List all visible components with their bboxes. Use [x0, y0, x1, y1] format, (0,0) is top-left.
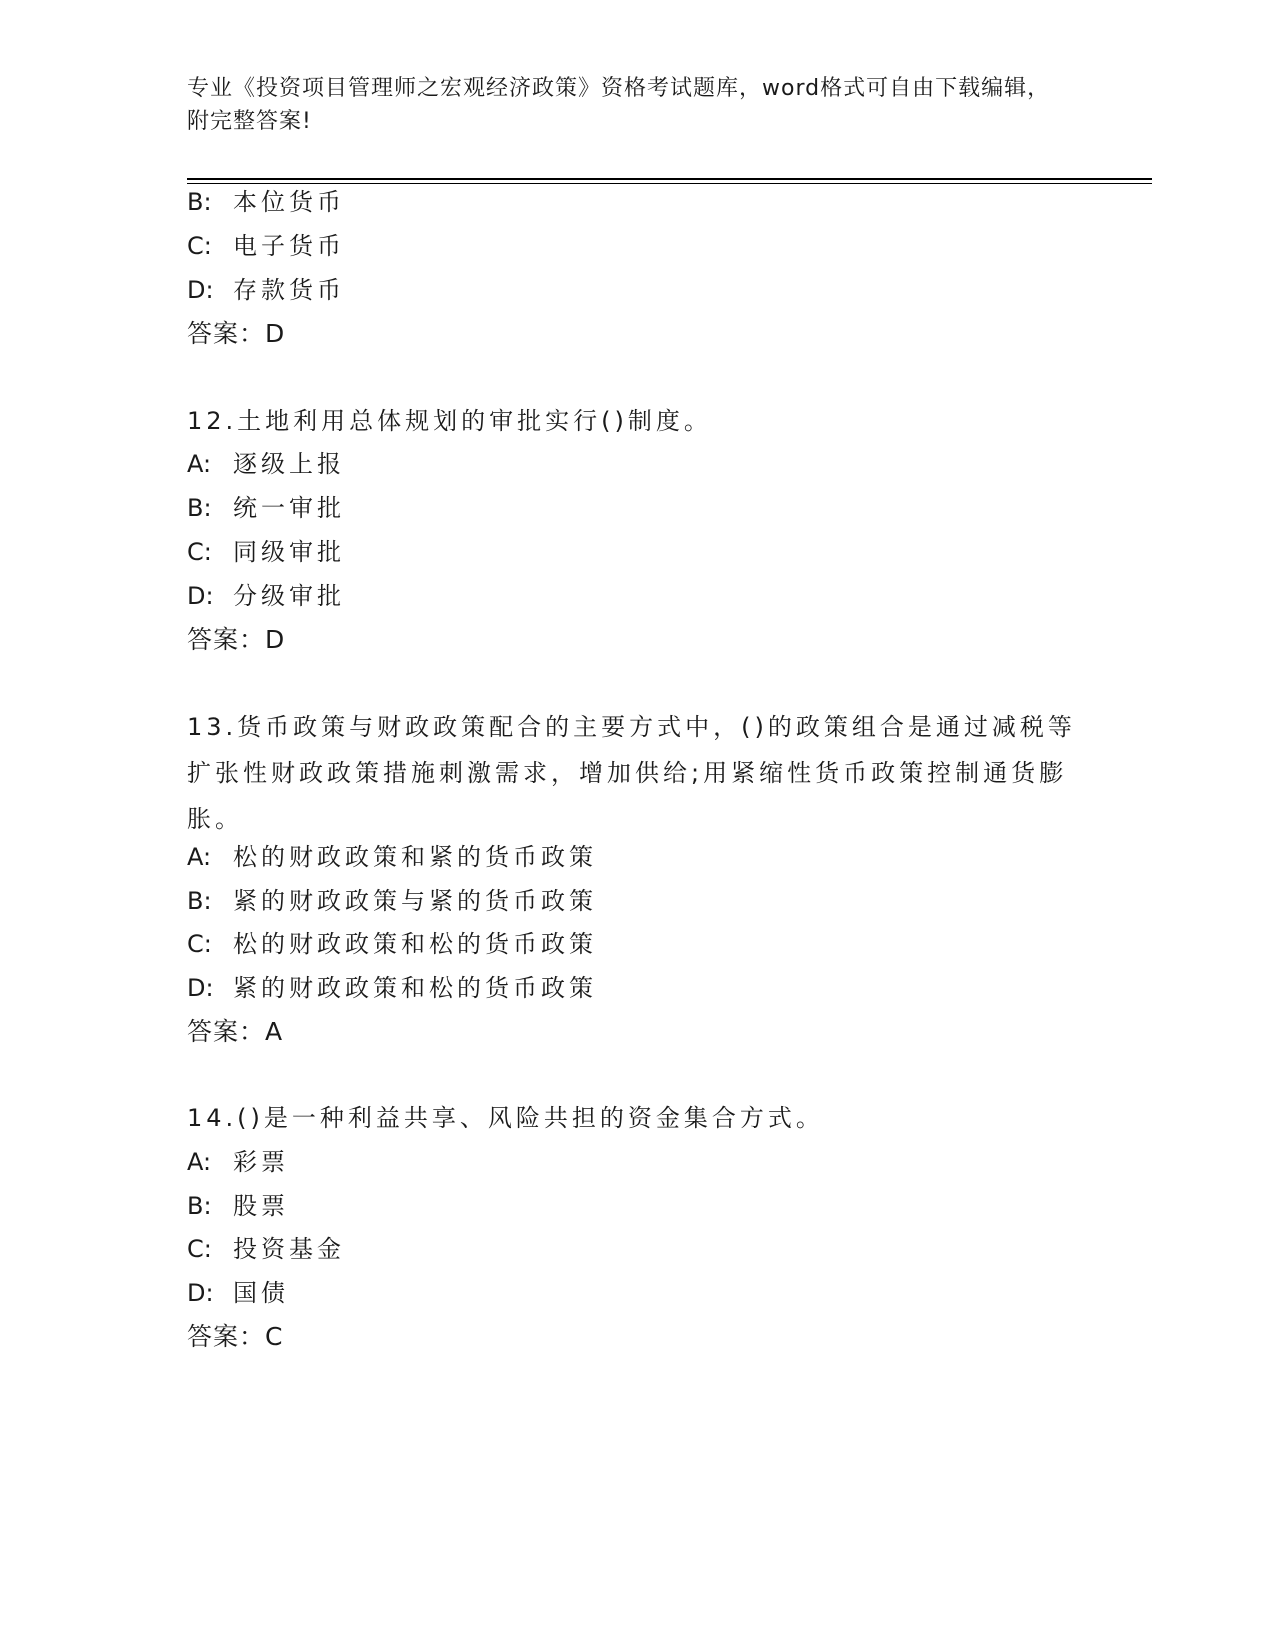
option-text: 国债	[233, 1279, 289, 1307]
q12-option-b	[187, 491, 345, 525]
option-text: 同级审批	[233, 538, 345, 566]
option-text: 本位货币	[233, 188, 345, 216]
q11-option-c	[187, 229, 345, 263]
q14-answer: 答案：C	[187, 1322, 284, 1351]
q11-option-b	[187, 185, 345, 219]
q14-stem: 14.()是一种利益共享、风险共担的资金集合方式。	[187, 1104, 824, 1132]
option-text: 股票	[233, 1192, 289, 1220]
q14-option-d	[187, 1276, 289, 1310]
option-text: 彩票	[233, 1148, 289, 1176]
option-key: A:	[187, 843, 212, 871]
option-key: B:	[187, 1192, 212, 1220]
option-text: 松的财政政策和松的货币政策	[233, 930, 597, 958]
q13-option-a	[187, 840, 597, 874]
q11-answer: 答案：D	[187, 319, 286, 348]
option-text: 逐级上报	[233, 450, 345, 478]
q14-option-a	[187, 1145, 289, 1179]
q13-option-b	[187, 884, 597, 918]
option-text: 投资基金	[233, 1235, 345, 1263]
option-key: B:	[187, 494, 212, 522]
q12-answer: 答案：D	[187, 625, 286, 654]
option-text: 紧的财政政策与紧的货币政策	[233, 887, 597, 915]
option-key: C:	[187, 232, 212, 260]
option-text: 分级审批	[233, 582, 345, 610]
option-key: A:	[187, 450, 212, 478]
option-key: D:	[187, 582, 214, 610]
q12-option-c	[187, 535, 345, 569]
q14-option-b	[187, 1189, 289, 1223]
q12-option-d	[187, 579, 345, 613]
document-header: 专业《投资项目管理师之宏观经济政策》资格考试题库，word格式可自由下载编辑，附完整答案!	[187, 76, 1051, 134]
option-text: 存款货币	[233, 276, 345, 304]
header-divider-bottom	[187, 183, 1152, 184]
option-text: 统一审批	[233, 494, 345, 522]
option-text: 电子货币	[233, 232, 345, 260]
q12-stem: 12.土地利用总体规划的审批实行()制度。	[187, 407, 712, 435]
option-key: B:	[187, 887, 212, 915]
q13-option-d	[187, 971, 597, 1005]
option-text: 紧的财政政策和松的货币政策	[233, 974, 597, 1002]
option-key: D:	[187, 974, 214, 1002]
option-key: A:	[187, 1148, 212, 1176]
q13-option-c	[187, 927, 597, 961]
option-key: C:	[187, 930, 212, 958]
q14-option-c	[187, 1232, 345, 1266]
option-key: C:	[187, 538, 212, 566]
q12-option-a	[187, 447, 345, 481]
option-key: B:	[187, 188, 212, 216]
header-divider-top	[187, 178, 1152, 180]
option-key: D:	[187, 1279, 214, 1307]
q13-stem: 13.货币政策与财政政策配合的主要方式中，()的政策组合是通过减税等扩张性财政政策措施刺激需求，增加供给;用紧缩性货币政策控制通货膨胀。	[187, 713, 1076, 833]
option-key: D:	[187, 276, 214, 304]
option-key: C:	[187, 1235, 212, 1263]
q11-option-d	[187, 273, 345, 307]
q13-answer: 答案：A	[187, 1017, 284, 1046]
option-text: 松的财政政策和紧的货币政策	[233, 843, 597, 871]
